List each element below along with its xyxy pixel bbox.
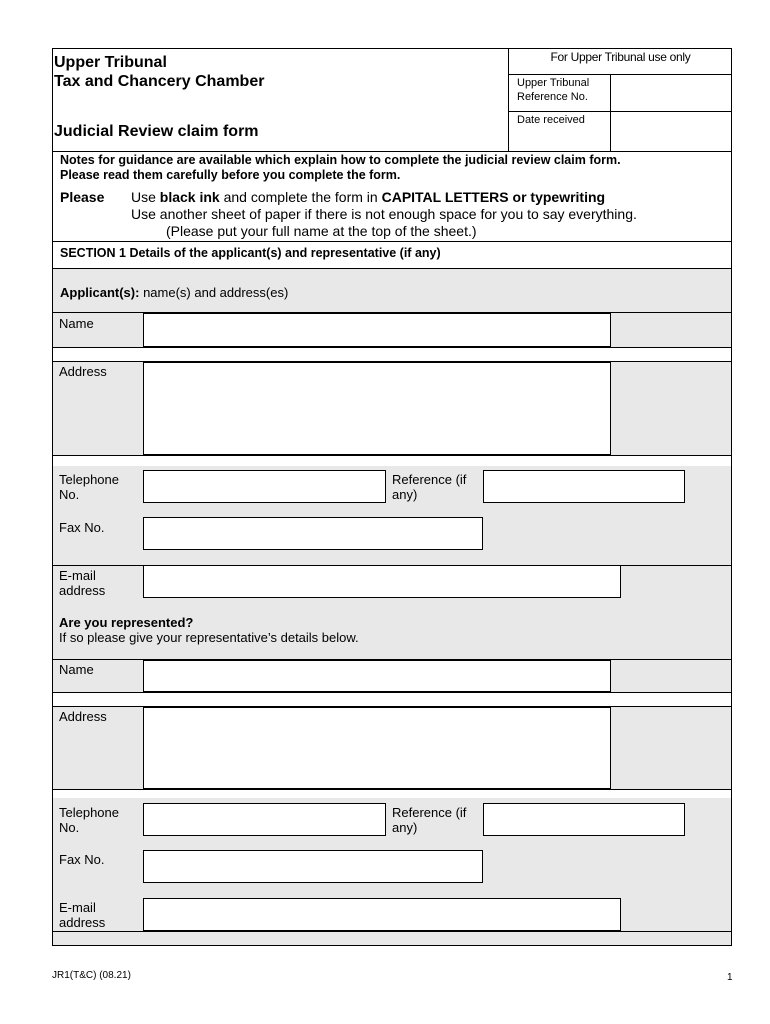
applicant-telephone-field[interactable] (143, 470, 386, 503)
rep-name-field[interactable] (143, 660, 611, 692)
page-number: 1 (727, 972, 733, 983)
please-label: Please (60, 189, 105, 205)
rep-reference-label: Reference (if any) (392, 805, 467, 835)
office-use-header: For Upper Tribunal use only (509, 48, 732, 75)
reference-label: Upper Tribunal Reference No. (517, 77, 590, 103)
applicants-heading: Applicant(s): name(s) and address(es) (53, 269, 731, 312)
rep-address-field[interactable] (143, 707, 611, 789)
instruction-3: (Please put your full name at the top of the sheet.) (166, 223, 477, 239)
applicant-email-label: E-mail address (59, 568, 106, 598)
rep-telephone-label: Telephone No. (59, 805, 119, 835)
instruction-1: Use black ink and complete the form in CAPITAL LETTERS or typewriting (131, 189, 606, 205)
applicant-name-label: Name (59, 316, 94, 331)
applicant-fax-field[interactable] (143, 517, 483, 550)
applicant-reference-field[interactable] (483, 470, 685, 503)
rep-fax-label: Fax No. (59, 852, 105, 867)
rep-telephone-field[interactable] (143, 803, 386, 836)
applicant-address-label: Address (59, 364, 107, 379)
rep-address-label: Address (59, 709, 107, 724)
page-title: Judicial Review claim form (54, 123, 259, 140)
applicant-name-field[interactable] (143, 313, 611, 347)
section-1-header: SECTION 1 Details of the applicant(s) and representative (if any) (52, 241, 732, 269)
rep-name-label: Name (59, 662, 94, 677)
applicant-address-field[interactable] (143, 362, 611, 455)
instruction-2: Use another sheet of paper if there is not enough space for you to say everything. (131, 206, 637, 222)
rep-email-field[interactable] (143, 898, 621, 931)
rep-fax-field[interactable] (143, 850, 483, 883)
reference-row (509, 74, 732, 112)
guidance-notes (60, 153, 730, 183)
represented-note: If so please give your representative’s details below. (59, 630, 359, 645)
notes-line-2: Please read them carefully before you complete the form. (60, 168, 401, 182)
rep-email-label: E-mail address (59, 900, 106, 930)
chamber-name: Tax and Chancery Chamber (54, 73, 265, 90)
rep-reference-field[interactable] (483, 803, 685, 836)
represented-question: Are you represented? (59, 615, 194, 630)
applicant-email-field[interactable] (143, 565, 621, 598)
applicant-telephone-label: Telephone No. (59, 472, 119, 502)
tribunal-name: Upper Tribunal (54, 54, 167, 71)
date-received-label: Date received (517, 114, 585, 126)
office-use-box (508, 48, 732, 152)
applicant-fax-label: Fax No. (59, 520, 105, 535)
date-received-row (509, 111, 732, 151)
notes-line-1: Notes for guidance are available which explain how to complete the judicial review claim form. (60, 153, 621, 167)
form-code: JR1(T&C) (08.21) (52, 970, 131, 981)
applicant-reference-label: Reference (if any) (392, 472, 467, 502)
